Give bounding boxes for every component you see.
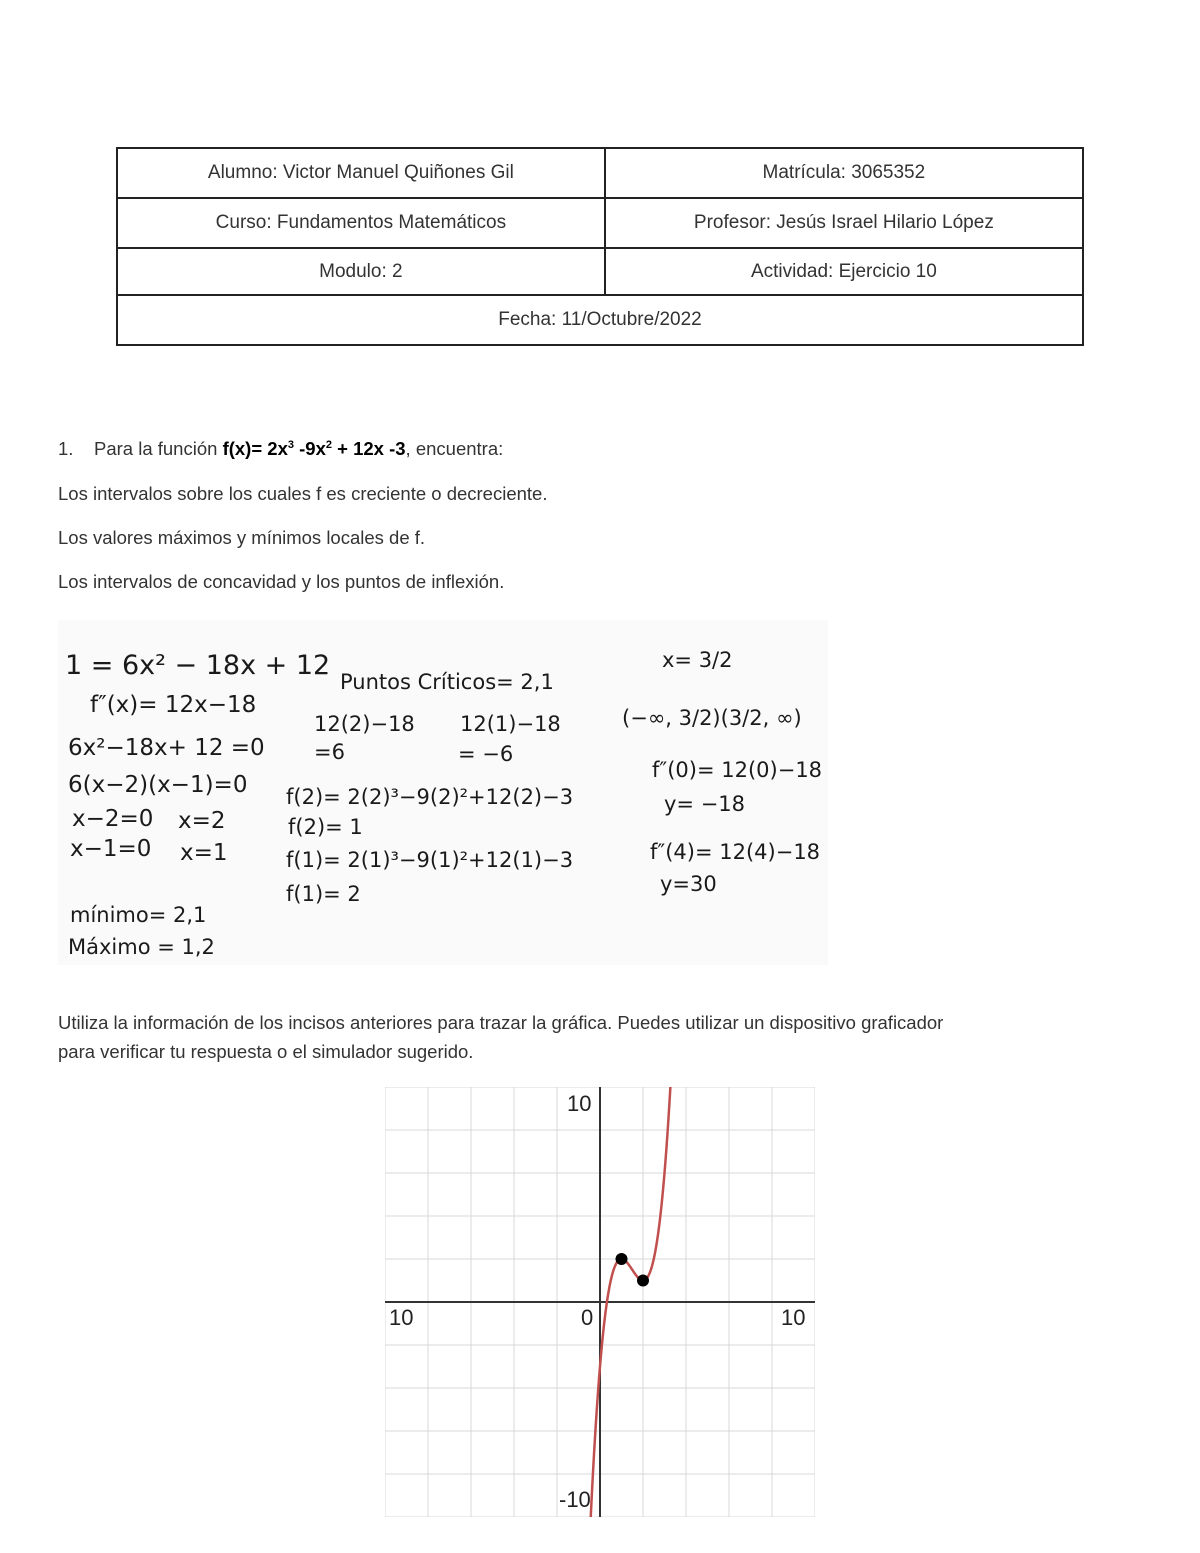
hw-f1-value: f(1)= 2 [286,882,361,906]
function-formula: $f(x)= 2x^3$ $-9x^2 + 12x$ -3 [222,438,406,459]
hw-root-eq-1: x−2=0 [72,806,154,832]
hw-f2-value: f(2)= 1 [288,815,363,839]
hw-critical-points: Puntos Críticos= 2,1 [340,670,554,694]
question-lead: Para la función [94,438,223,459]
critical-point-marker [637,1275,649,1287]
hw-root-eq-2: x−1=0 [70,836,152,862]
hw-inflection-x: x= 3/2 [662,648,733,672]
hw-test-4: f″(4)= 12(4)−18 [650,840,821,864]
hw-eval-1-result: = −6 [458,742,514,766]
hw-maximum: Máximo = 1,2 [68,935,215,959]
hw-root-2: x=1 [180,840,228,866]
instruction-line-1: Utiliza la información de los incisos anteriores para trazar la gráfica. Puedes utilizar un dispositivo graficador [58,1012,944,1033]
hw-second-derivative: f″(x)= 12x−18 [90,692,257,718]
question-line [58,438,503,460]
hw-equation: 6x²−18x+ 12 =0 [68,735,265,761]
student-id: Matrícula: 3065352 [605,148,1083,198]
teacher-name: Profesor: Jesús Israel Hilario López [605,198,1083,248]
question-tail: , encuentra: [405,438,504,459]
hw-f1-expression: f(1)= 2(1)³−9(1)²+12(1)−3 [286,848,574,872]
question-item-3: Los intervalos de concavidad y los puntos de inflexión. [58,571,505,592]
hw-test-0: f″(0)= 12(0)−18 [652,758,823,782]
instruction-line-2: para verificar tu respuesta o el simulador sugerido. [58,1041,474,1062]
hw-root-1: x=2 [178,808,226,834]
hw-f2-expression: f(2)= 2(2)³−9(2)²+12(2)−3 [286,785,574,809]
origin-label: 0 [581,1305,594,1330]
hw-minimum: mínimo= 2,1 [70,903,207,927]
y-max-tick-label: 10 [567,1091,592,1116]
function-graph [385,1087,815,1517]
student-name: Alumno: Victor Manuel Quiñones Gil [117,148,605,198]
hw-eval-2: 12(2)−18 [314,712,415,736]
hw-test-0-result: y= −18 [664,792,746,816]
course-name: Curso: Fundamentos Matemáticos [117,198,605,248]
hw-factored: 6(x−2)(x−1)=0 [68,772,248,798]
critical-point-marker [616,1253,628,1265]
date: Fecha: 11/Octubre/2022 [117,295,1083,345]
activity-name: Actividad: Ejercicio 10 [605,248,1083,295]
hw-eval-1: 12(1)−18 [460,712,561,736]
question-item-2: Los valores máximos y mínimos locales de f. [58,527,426,548]
module-number: Modulo: 2 [117,248,605,295]
header-table [116,147,1084,346]
hw-derivative: 1 = 6x² − 18x + 12 [65,650,331,681]
hw-test-4-result: y=30 [660,872,717,896]
hw-concavity-intervals: (−∞, 3/2)(3/2, ∞) [622,706,802,730]
x-min-tick-label: 10 [389,1305,414,1330]
question-number: 1. [58,438,74,459]
y-min-tick-label: -10 [559,1487,591,1512]
question-item-1: Los intervalos sobre los cuales f es creciente o decreciente. [58,483,548,504]
x-max-tick-label: 10 [781,1305,806,1330]
hw-eval-2-result: =6 [314,740,345,764]
